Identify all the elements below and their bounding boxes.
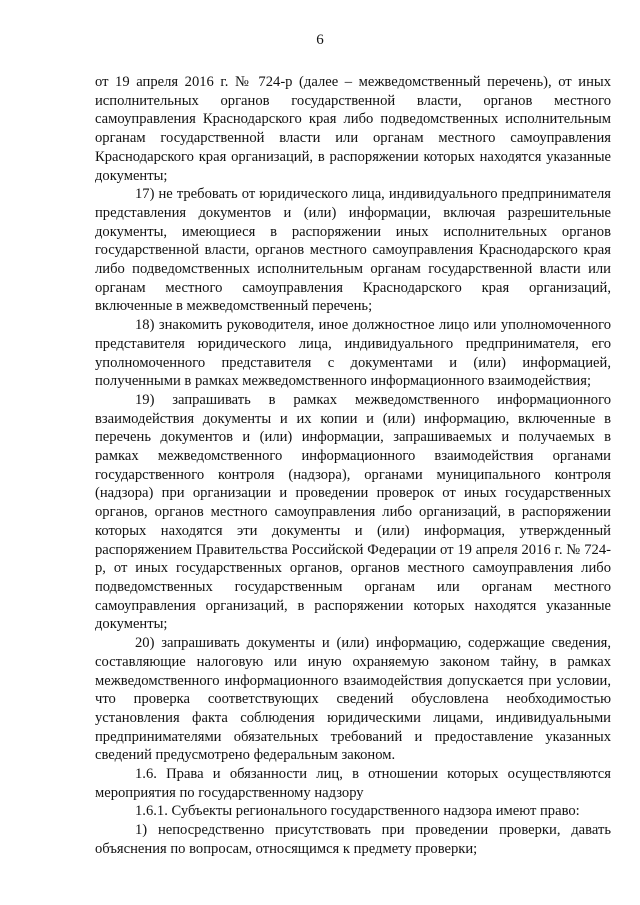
- section-heading-1-6: 1.6. Права и обязанности лиц, в отношении которых осуществляются мероприятия по государственному надзору: [95, 766, 611, 801]
- paragraph-subitem-1: 1) непосредственно присутствовать при проведении проверки, давать объяснения по вопросам, относящимся к предмету проверки;: [95, 822, 611, 857]
- paragraph-item-18: 18) знакомить руководителя, иное должностное лицо или уполномоченного представителя юридического лица, индивидуального предпринимателя, его уполномоченного представителя с документами и (или) информацией, полученными в рамках межведомственного информационного взаимодействия;: [95, 317, 611, 390]
- page-number: 6: [316, 32, 324, 48]
- paragraph-item-20: 20) запрашивать документы и (или) информацию, содержащие сведения, составляющие налоговую или иную охраняемую законом тайну, в рамках межведомственного информационного взаимодействия допускается при условии, что проверка соответствующих сведений обусловлена необходимостью установления факта соблюдения юридическими лицами, индивидуальными предпринимателями обязательных требований и предоставление указанных сведений предусмотрено федеральным законом.: [95, 635, 611, 764]
- section-heading-1-6-1: 1.6.1. Субъекты регионального государственного надзора имеют право:: [135, 803, 580, 820]
- paragraph-continuation: от 19 апреля 2016 г. № 724-р (далее – межведомственный перечень), от иных исполнительных органов государственной власти, органов местного самоуправления Краснодарского края либо подведомственных исполнительным органам государственной власти или органам местного самоуправления Краснодарского края организаций, в распоряжении которых находятся указанные документы;: [95, 74, 611, 184]
- document-body: [95, 73, 611, 859]
- paragraph-item-17: 17) не требовать от юридического лица, индивидуального предпринимателя представления документов и (или) информации, включая разрешительные документы, имеющиеся в распоряжении иных исполнительных органов государственной власти, органов местного самоуправления Краснодарского края либо подведомственных исполнительным органам государственной власти или органам местного самоуправления Краснодарского края организаций, включенные в межведомственный перечень;: [95, 186, 611, 315]
- paragraph-item-19: 19) запрашивать в рамках межведомственного информационного взаимодействия документы и их копии и (или) информацию, включенные в перечень документов и (или) информации, запрашиваемых и получаемых в рамках межведомственного информационного взаимодействия органами государственного контроля (надзора), органами муниципального контроля (надзора) при организации и проведении проверок от иных государственных органов, органов местного самоуправления либо организаций, в распоряжении которых находятся эти документы и (или) информация, утвержденный распоряжением Правительства Российской Федерации от 19 апреля 2016 г. № 724-р, от иных государственных органов, органов местного самоуправления либо подведомственных государственным органам или органам местного самоуправления организаций, в распоряжении которых находятся указанные документы;: [95, 391, 611, 633]
